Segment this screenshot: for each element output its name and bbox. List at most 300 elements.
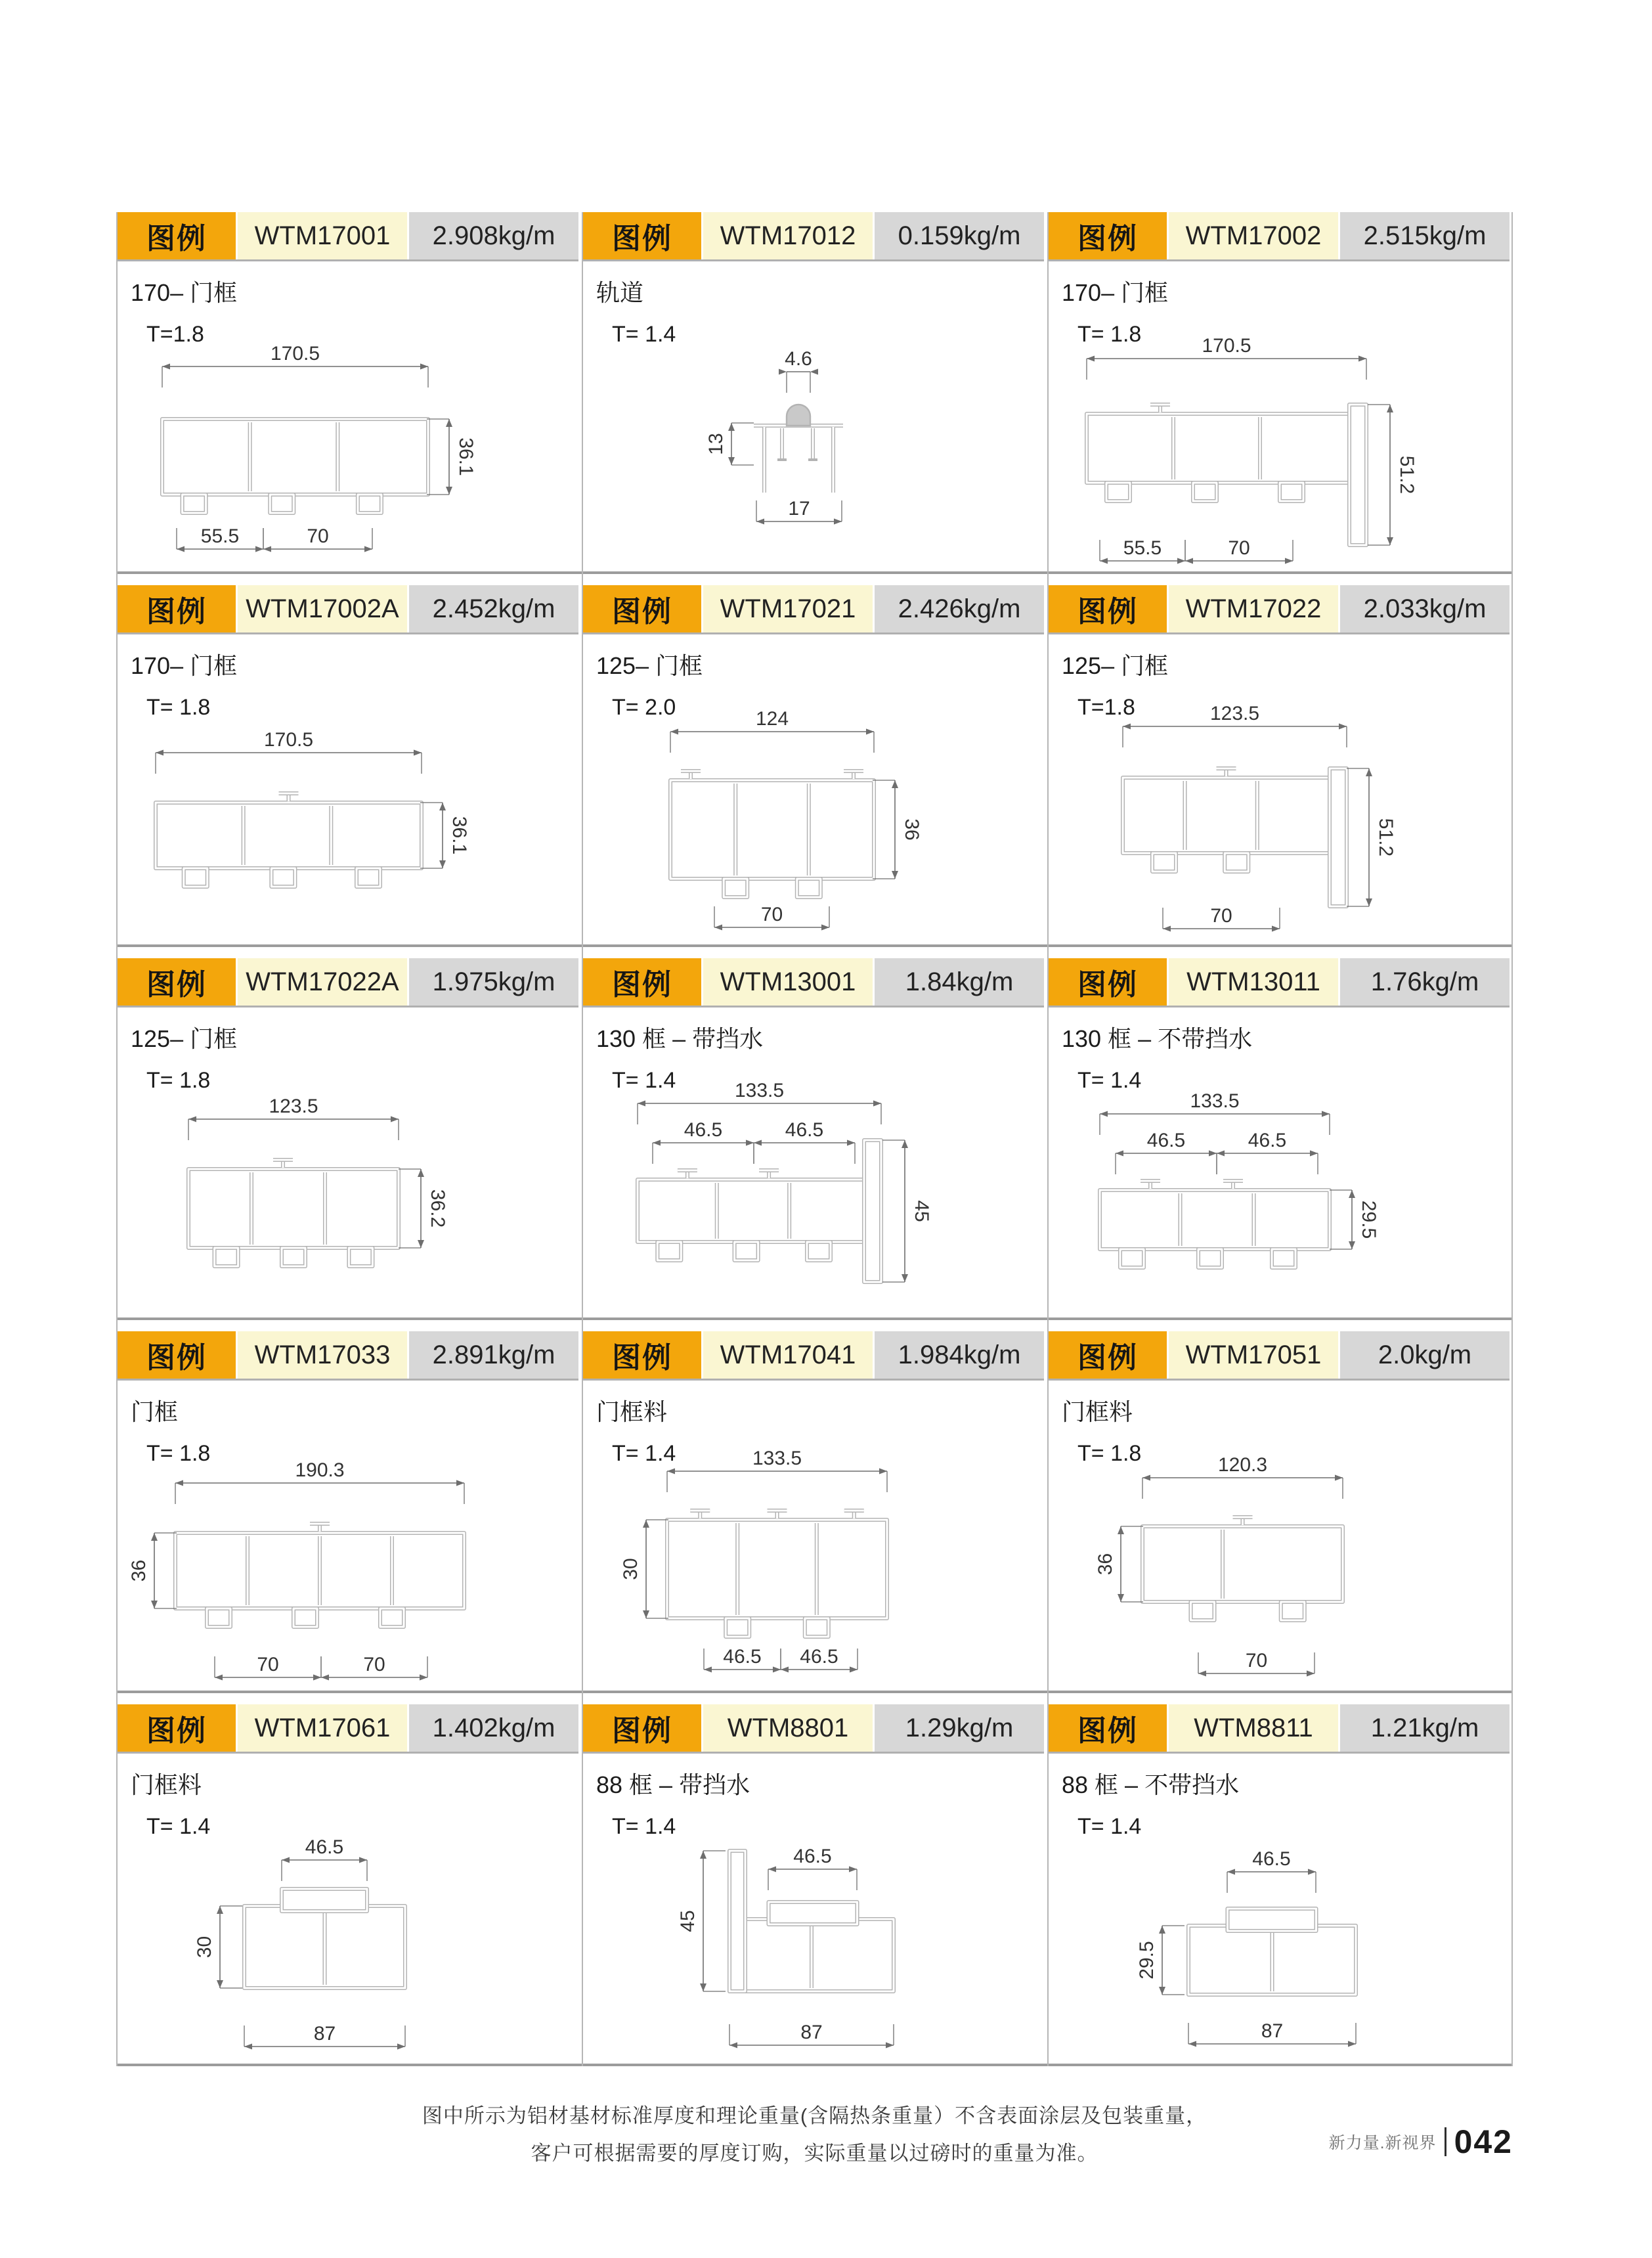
profile-outline	[1120, 1249, 1144, 1268]
dimension-arrow	[1142, 1475, 1150, 1481]
dimension-label: 70	[1228, 537, 1250, 559]
dimension-arrow	[439, 860, 446, 868]
dimension-arrow	[1177, 558, 1185, 564]
dimension-arrow	[446, 487, 452, 495]
dimension-arrow	[188, 1117, 196, 1122]
profile-thickness: T= 1.4	[146, 1814, 211, 1839]
profile-outline	[657, 1242, 681, 1260]
model-code: WTM13011	[1169, 958, 1340, 1006]
profile-card-body	[116, 1007, 582, 1317]
weight-value: 2.033kg/m	[1340, 585, 1510, 632]
profile-outline	[726, 1618, 749, 1637]
dimension-arrow	[1310, 1151, 1318, 1157]
profile-card	[116, 212, 582, 571]
profile-title: 门框料	[596, 1398, 668, 1425]
dimension-label: 46.5	[305, 1836, 344, 1858]
profile-outline	[638, 1180, 864, 1242]
dimension-arrow	[156, 750, 163, 756]
profile-card-header	[1049, 1704, 1510, 1754]
dimension-arrow	[1308, 1869, 1316, 1875]
dimension-arrow	[1359, 356, 1366, 362]
legend-badge: 图例	[1049, 1331, 1169, 1379]
profile-row	[116, 212, 1513, 574]
dimension-arrow	[834, 519, 842, 525]
weight-value: 1.984kg/m	[875, 1331, 1044, 1379]
dimension-label: 87	[1261, 2020, 1284, 2042]
dimension-arrow	[667, 1469, 675, 1474]
profile-title: 125– 门框	[1062, 652, 1169, 679]
profile-card-header	[583, 958, 1044, 1007]
dimension-label: 70	[1210, 905, 1232, 927]
legend-badge: 图例	[1049, 212, 1169, 259]
model-code: WTM17061	[238, 1704, 409, 1752]
dimension-label: 46.5	[1248, 1130, 1287, 1151]
weight-value: 1.29kg/m	[875, 1704, 1044, 1752]
profile-thickness: T= 1.8	[1077, 1441, 1142, 1466]
model-code: WTM17001	[238, 212, 409, 259]
dimension-arrow	[1366, 898, 1372, 906]
profile-outline	[1191, 1602, 1215, 1620]
profile-card	[1047, 958, 1513, 1317]
profile-card-header	[118, 1704, 578, 1754]
profile-outline	[215, 1248, 238, 1266]
dimension-arrow	[1349, 1241, 1355, 1249]
profile-card	[116, 958, 582, 1317]
profile-title: 170– 门框	[131, 279, 238, 306]
dimension-arrow	[420, 1675, 427, 1681]
profile-card-body	[116, 1754, 582, 2064]
dimension-arrow	[729, 2043, 737, 2048]
profile-outline	[724, 879, 747, 897]
dimension-label: 170.5	[270, 343, 320, 365]
dimension-arrow	[643, 1610, 649, 1618]
dimension-arrow	[1188, 2041, 1196, 2047]
profile-title: 轨道	[596, 279, 644, 306]
profile-card	[1047, 212, 1513, 571]
dimension-arrow	[255, 546, 263, 552]
profile-thickness: T= 1.4	[612, 322, 676, 347]
dimension-arrow	[1159, 1987, 1165, 1995]
profile-outline	[1228, 1909, 1316, 1931]
dimension-label: 46.5	[1146, 1130, 1186, 1151]
profile-outline	[282, 1248, 305, 1266]
profile-card	[1047, 585, 1513, 944]
dimension-arrow	[1349, 1190, 1355, 1198]
profile-thickness: T= 1.8	[146, 1441, 211, 1466]
profile-outline	[1142, 1526, 1343, 1602]
dimension-arrow	[313, 1675, 321, 1681]
dimension-label: 55.5	[200, 525, 240, 547]
dimension-arrow	[391, 1117, 399, 1122]
dimension-label: 46.5	[800, 1646, 838, 1668]
profile-outline	[357, 868, 380, 887]
dimension-arrow	[217, 1906, 223, 1914]
profile-outline	[1281, 1602, 1305, 1620]
profile-title: 170– 门框	[131, 652, 238, 679]
profile-card-body	[1047, 1754, 1513, 2064]
profile-outline	[1349, 405, 1366, 545]
profile-outline	[207, 1608, 230, 1627]
dimension-arrow	[1116, 1151, 1123, 1157]
dimension-label: 46.5	[684, 1119, 723, 1141]
dimension-label: 30	[194, 1936, 215, 1959]
profile-outline	[805, 1618, 829, 1637]
dimension-arrow	[446, 419, 452, 427]
profile-row	[116, 1704, 1513, 2066]
dimension-arrow	[902, 1274, 908, 1282]
dimension-arrow	[1118, 1526, 1124, 1534]
dimension-label: 46.5	[1252, 1848, 1291, 1870]
profile-outline	[769, 1902, 858, 1924]
dimension-arrow	[902, 1140, 908, 1148]
dimension-arrow	[1123, 724, 1131, 730]
dimension-arrow	[1087, 356, 1095, 362]
profile-outline	[358, 495, 381, 513]
weight-value: 1.21kg/m	[1340, 1704, 1510, 1752]
profile-card	[582, 1704, 1047, 2064]
dimension-arrow	[638, 1101, 645, 1107]
dimension-arrow	[397, 2044, 405, 2050]
dimension-arrow	[879, 1469, 887, 1474]
model-code: WTM17002	[1169, 212, 1340, 259]
model-code: WTM17051	[1169, 1331, 1340, 1379]
dimension-arrow	[849, 1867, 857, 1872]
dimension-label: 46.5	[785, 1119, 824, 1141]
dimension-arrow	[263, 546, 271, 552]
profile-grid	[116, 212, 1513, 2066]
dimension-arrow	[866, 729, 874, 735]
model-code: WTM8811	[1169, 1704, 1340, 1752]
profile-outline	[156, 803, 422, 868]
profile-drawing	[116, 1381, 582, 1691]
profile-card-header	[583, 212, 1044, 261]
profile-card-body	[1047, 634, 1513, 944]
dimension-arrow	[217, 1980, 223, 1988]
dimension-arrow	[1285, 558, 1293, 564]
page-footer	[1329, 2123, 1513, 2161]
dimension-label: 123.5	[1209, 703, 1260, 724]
model-code: WTM8801	[703, 1704, 875, 1752]
profile-card-header	[1049, 212, 1510, 261]
weight-value: 1.76kg/m	[1340, 958, 1510, 1006]
dimension-arrow	[414, 750, 422, 756]
dimension-label: 170.5	[263, 729, 314, 751]
model-code: WTM17041	[703, 1331, 875, 1379]
profile-thickness: T=1.8	[146, 322, 204, 347]
profile-outline	[797, 879, 821, 897]
profile-outline	[1330, 768, 1347, 906]
profile-outline	[1106, 483, 1130, 501]
profile-title: 125– 门框	[596, 652, 703, 679]
profile-card-header	[118, 585, 578, 634]
dimension-label: 170.5	[1202, 335, 1251, 357]
dimension-arrow	[821, 925, 829, 931]
dimension-arrow	[850, 1667, 858, 1673]
dimension-arrow	[1322, 1111, 1330, 1117]
dimension-label: 13	[705, 433, 727, 455]
dimension-label: 36.1	[455, 437, 477, 476]
profile-thickness: T= 1.4	[1077, 1068, 1142, 1093]
track-cap	[787, 405, 810, 426]
dimension-label: 70	[760, 904, 783, 925]
dimension-arrow	[1217, 1151, 1225, 1157]
weight-value: 1.975kg/m	[409, 958, 578, 1006]
dimension-arrow	[162, 364, 170, 370]
profile-card-header	[583, 1331, 1044, 1381]
profile-card-header	[1049, 958, 1510, 1007]
dimension-arrow	[244, 2044, 252, 2050]
dimension-label: 70	[257, 1654, 279, 1675]
profile-thickness: T= 2.0	[612, 695, 676, 720]
dimension-arrow	[1366, 768, 1372, 776]
profile-outline	[380, 1608, 404, 1627]
dimension-label: 4.6	[785, 348, 812, 370]
weight-value: 2.891kg/m	[409, 1331, 578, 1379]
dimension-arrow	[1335, 1475, 1343, 1481]
profile-thickness: T= 1.4	[612, 1068, 676, 1093]
grid-divider	[1047, 212, 1049, 2066]
dimension-arrow	[1307, 1671, 1315, 1677]
dimension-arrow	[892, 871, 898, 879]
dimension-arrow	[1185, 558, 1193, 564]
profile-card	[116, 585, 582, 944]
profile-card	[582, 212, 1047, 571]
profile-outline	[349, 1248, 372, 1266]
dimension-arrow	[1209, 1151, 1217, 1157]
dimension-label: 51.2	[1396, 455, 1418, 495]
profile-outline	[282, 1889, 367, 1911]
legend-badge: 图例	[118, 1704, 238, 1752]
dimension-arrow	[714, 925, 722, 931]
dimension-arrow	[756, 519, 764, 525]
profile-outline	[293, 1608, 317, 1627]
dimension-arrow	[781, 1667, 789, 1673]
dimension-arrow	[643, 1520, 649, 1528]
legend-badge: 图例	[1049, 958, 1169, 1006]
weight-value: 2.908kg/m	[409, 212, 578, 259]
profile-outline	[270, 495, 293, 513]
dimension-arrow	[359, 1857, 367, 1863]
dimension-label: 70	[307, 525, 329, 547]
profile-outline	[184, 868, 207, 887]
legend-badge: 图例	[1049, 1704, 1169, 1752]
footer-note-line2: 客户可根据需要的厚度订购，实际重量以过磅时的重量为准。	[531, 2142, 1098, 2165]
dimension-label: 133.5	[1190, 1090, 1240, 1112]
profile-card-body	[116, 261, 582, 571]
profile-card	[116, 1331, 582, 1691]
legend-badge: 图例	[583, 958, 703, 1006]
profile-title: 门框	[131, 1398, 179, 1425]
profile-thickness: T=1.8	[1077, 695, 1135, 720]
profile-card-body	[1047, 261, 1513, 571]
weight-value: 1.84kg/m	[875, 958, 1044, 1006]
profile-outline	[1087, 414, 1349, 483]
weight-value: 1.402kg/m	[409, 1704, 578, 1752]
weight-value: 2.0kg/m	[1340, 1331, 1510, 1379]
dimension-arrow	[847, 1140, 855, 1146]
dimension-label: 29.5	[1358, 1200, 1380, 1239]
dimension-arrow	[1387, 537, 1393, 545]
profile-row	[116, 1331, 1513, 1693]
dimension-arrow	[773, 1667, 781, 1673]
profile-title: 88 框 – 带挡水	[596, 1771, 750, 1798]
model-code: WTM13001	[703, 958, 875, 1006]
profile-card-header	[583, 1704, 1044, 1754]
dimension-arrow	[1198, 1671, 1206, 1677]
profile-thickness: T= 1.4	[612, 1814, 676, 1839]
footer-note-line1: 图中所示为铝材基材标准厚度和理论重量(含隔热条重量）不含表面涂层及包装重量，	[422, 2104, 1207, 2127]
dimension-arrow	[704, 1667, 712, 1673]
profile-card	[582, 1331, 1047, 1691]
profile-outline	[1198, 1249, 1222, 1268]
profile-outline	[1152, 853, 1176, 872]
profile-card-header	[1049, 585, 1510, 634]
dimension-arrow	[282, 1857, 290, 1863]
legend-badge: 图例	[118, 585, 238, 632]
dimension-arrow	[873, 1101, 881, 1107]
dimension-arrow	[418, 1240, 424, 1248]
dimension-label: 70	[1245, 1650, 1268, 1671]
dimension-arrow	[151, 1601, 158, 1608]
brand-text: 新力量.新视界	[1328, 2134, 1437, 2152]
profile-thickness: T= 1.8	[146, 695, 211, 720]
model-code: WTM17012	[703, 212, 875, 259]
profile-outline	[1193, 483, 1217, 501]
profile-card	[1047, 1704, 1513, 2064]
profile-drawing	[582, 261, 1047, 571]
dimension-label: 123.5	[269, 1096, 318, 1117]
profile-card	[1047, 1331, 1513, 1691]
profile-card-body	[582, 261, 1047, 571]
dimension-arrow	[754, 1140, 762, 1146]
dimension-arrow	[1348, 2041, 1356, 2047]
dimension-label: 87	[313, 2023, 336, 2045]
legend-badge: 图例	[118, 212, 238, 259]
profile-outline	[1123, 778, 1330, 853]
profile-outline	[188, 1169, 399, 1248]
dimension-label: 120.3	[1217, 1454, 1268, 1476]
profile-card-header	[118, 958, 578, 1007]
grid-divider	[1511, 212, 1513, 2066]
profile-outline	[864, 1140, 881, 1282]
profile-title: 88 框 – 不带挡水	[1062, 1771, 1240, 1798]
weight-value: 2.426kg/m	[875, 585, 1044, 632]
profile-card-body	[1047, 1007, 1513, 1317]
dimension-label: 45	[911, 1200, 932, 1222]
legend-badge: 图例	[583, 585, 703, 632]
dimension-arrow	[886, 2043, 894, 2048]
dimension-arrow	[151, 1533, 158, 1541]
profile-outline	[1272, 1249, 1295, 1268]
profile-thickness: T= 1.4	[612, 1441, 676, 1466]
profile-card-body	[1047, 1381, 1513, 1691]
dimension-arrow	[1339, 724, 1347, 730]
profile-card-body	[116, 634, 582, 944]
profile-outline	[183, 495, 206, 513]
dimension-arrow	[728, 457, 735, 465]
footer-divider	[1445, 2127, 1446, 2156]
profile-outline	[271, 868, 295, 887]
dimension-arrow	[653, 1140, 661, 1146]
dimension-label: 87	[800, 2022, 823, 2043]
profile-row	[116, 958, 1513, 1320]
dimension-label: 17	[788, 498, 810, 520]
profile-card-header	[118, 1331, 578, 1381]
dimension-arrow	[418, 1169, 424, 1177]
dimension-label: 55.5	[1123, 537, 1162, 559]
legend-badge: 图例	[118, 958, 238, 1006]
legend-badge: 图例	[583, 212, 703, 259]
dimension-label: 190.3	[295, 1459, 345, 1481]
dimension-label: 30	[620, 1558, 641, 1580]
dimension-label: 70	[363, 1654, 385, 1675]
profile-outline	[735, 1242, 758, 1260]
dimension-arrow	[746, 1140, 754, 1146]
model-code: WTM17002A	[238, 585, 409, 632]
dimension-arrow	[175, 1480, 183, 1486]
legend-badge: 图例	[583, 1331, 703, 1379]
dimension-label: 133.5	[734, 1080, 785, 1101]
legend-badge: 图例	[118, 1331, 238, 1379]
legend-badge: 图例	[583, 1704, 703, 1752]
profile-outline	[667, 1520, 887, 1618]
dimension-label: 124	[755, 708, 789, 730]
dimension-arrow	[768, 1867, 776, 1872]
profile-card-header	[118, 212, 578, 261]
model-code: WTM17021	[703, 585, 875, 632]
dimension-label: 36	[128, 1559, 150, 1582]
profile-card-body	[116, 1381, 582, 1691]
profile-title: 门框料	[131, 1771, 202, 1798]
profile-outline	[670, 780, 874, 879]
dimension-label: 46.5	[723, 1646, 762, 1668]
profile-card-body	[582, 634, 1047, 944]
dimension-arrow	[456, 1480, 464, 1486]
dimension-arrow	[670, 729, 678, 735]
dimension-label: 51.2	[1375, 818, 1397, 857]
weight-value: 0.159kg/m	[875, 212, 1044, 259]
dimension-arrow	[1163, 926, 1171, 932]
dimension-arrow	[177, 546, 185, 552]
dimension-label: 45	[677, 1910, 699, 1932]
dimension-arrow	[1272, 926, 1280, 932]
dimension-arrow	[1227, 1869, 1235, 1875]
dimension-arrow	[420, 364, 428, 370]
profile-card-body	[582, 1381, 1047, 1691]
model-code: WTM17033	[238, 1331, 409, 1379]
profile-outline	[1280, 483, 1303, 501]
profile-card-body	[582, 1007, 1047, 1317]
dimension-arrow	[321, 1675, 329, 1681]
profile-title: 130 框 – 不带挡水	[1062, 1025, 1253, 1052]
profile-card	[582, 958, 1047, 1317]
profile-card-header	[583, 585, 1044, 634]
profile-title: 125– 门框	[131, 1025, 238, 1052]
profile-card	[116, 1704, 582, 2064]
model-code: WTM17022A	[238, 958, 409, 1006]
dimension-label: 36.1	[448, 816, 470, 855]
legend-badge: 图例	[1049, 585, 1169, 632]
dimension-arrow	[892, 780, 898, 788]
profile-thickness: T= 1.8	[146, 1068, 211, 1093]
profile-card	[582, 585, 1047, 944]
profile-title: 170– 门框	[1062, 279, 1169, 306]
model-code: WTM17022	[1169, 585, 1340, 632]
profile-title: 130 框 – 带挡水	[596, 1025, 764, 1052]
profile-row	[116, 585, 1513, 947]
profile-thickness: T= 1.8	[1077, 322, 1142, 347]
dimension-arrow	[700, 1983, 706, 1991]
